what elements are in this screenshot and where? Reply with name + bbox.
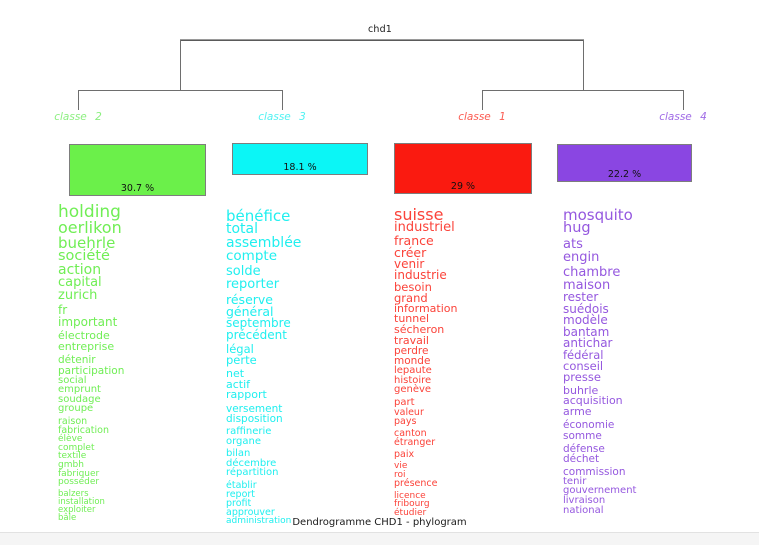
word-item: décembre — [226, 457, 277, 469]
word-item: lepaute — [394, 365, 432, 377]
word-item: travail — [394, 333, 429, 347]
class-label-classe-4: classe 4 — [659, 111, 707, 123]
word-item: rester — [563, 290, 599, 305]
tree-branch-line — [180, 39, 584, 41]
word-item: modèle — [563, 313, 608, 328]
word-item: suédois — [563, 301, 609, 316]
word-item: participation — [58, 364, 125, 377]
class-box-classe-4 — [557, 144, 692, 182]
word-item: répartition — [226, 467, 279, 479]
word-item: fédéral — [563, 347, 604, 362]
word-item: groupe — [58, 403, 94, 415]
word-item: entreprise — [58, 339, 115, 353]
word-item: gouvernement — [563, 485, 637, 497]
word-item: industrie — [394, 268, 447, 283]
word-item: livraison — [563, 495, 606, 507]
word-item: commission — [563, 465, 626, 478]
word-item: administration — [226, 516, 292, 527]
word-item: grand — [394, 290, 428, 305]
word-item: genève — [394, 384, 432, 396]
word-item: total — [226, 221, 259, 238]
word-item: versement — [226, 402, 283, 415]
word-item: engin — [563, 249, 600, 265]
word-item: pays — [394, 415, 417, 427]
word-item: oerlikon — [58, 218, 122, 238]
word-item: étudier — [394, 507, 427, 518]
word-item: fabrication — [58, 425, 109, 437]
word-item: soudage — [58, 393, 101, 405]
word-item: déchet — [563, 452, 600, 465]
class-box-classe-3 — [232, 143, 368, 175]
word-item: disposition — [226, 412, 283, 425]
word-item: buhrle — [563, 383, 599, 397]
word-item: canton — [394, 427, 427, 439]
word-item: conseil — [563, 358, 604, 373]
class-label-classe-1: classe 1 — [458, 111, 506, 123]
word-item: vie — [394, 461, 408, 472]
word-item: maison — [563, 277, 611, 293]
word-item: presse — [563, 369, 601, 384]
word-item: net — [226, 367, 245, 381]
word-item: arme — [563, 404, 592, 418]
class-box-classe-2 — [69, 144, 206, 196]
word-item: holding — [58, 202, 121, 222]
word-item: complet — [58, 442, 95, 453]
word-item: raison — [58, 416, 88, 427]
word-item: bénéfice — [226, 207, 291, 225]
word-item: économie — [563, 419, 615, 432]
word-item: action — [58, 261, 102, 278]
word-item: compte — [226, 248, 278, 265]
word-item: acquisition — [563, 394, 623, 408]
word-item: industriel — [394, 220, 455, 236]
word-item: perte — [226, 353, 257, 368]
word-item: électrode — [58, 329, 110, 343]
tree-branch-line — [180, 40, 181, 90]
word-item: assemblée — [226, 234, 302, 251]
word-list-classe-4 — [563, 208, 733, 518]
word-item: zurich — [58, 287, 98, 303]
word-item: tunnel — [394, 312, 430, 326]
word-item: bilan — [226, 448, 251, 460]
word-item: créer — [394, 244, 427, 260]
tree-branch-line — [482, 90, 684, 91]
tree-branch-line — [78, 90, 283, 91]
percent-label: 22.2 % — [607, 169, 642, 180]
word-item: société — [58, 248, 110, 265]
word-item: solde — [226, 264, 261, 280]
word-item: paix — [394, 449, 415, 461]
tree-root-label: chd1 — [367, 24, 393, 35]
word-item: buehrle — [58, 233, 116, 252]
word-item: fabriquer — [58, 468, 100, 479]
bottom-strip — [0, 532, 759, 545]
word-item: légal — [226, 342, 254, 357]
word-item: part — [394, 397, 415, 409]
word-item: étranger — [394, 436, 436, 448]
word-item: exploiter — [58, 505, 96, 516]
word-item: réserve — [226, 292, 273, 308]
word-item: rapport — [226, 388, 267, 402]
word-item: raffinerie — [226, 426, 272, 438]
word-item: social — [58, 374, 87, 386]
word-item: présence — [394, 478, 438, 490]
word-item: balzers — [58, 488, 89, 499]
class-label-classe-2: classe 2 — [54, 111, 102, 123]
word-item: installation — [58, 497, 105, 508]
tree-branch-line — [683, 90, 684, 110]
word-item: tenir — [563, 475, 587, 487]
word-item: histoire — [394, 374, 432, 386]
word-item: bantam — [563, 324, 610, 339]
class-box-classe-1 — [394, 143, 532, 194]
word-item: textile — [58, 451, 87, 462]
word-item: fr — [58, 303, 68, 318]
word-list-classe-2 — [58, 202, 223, 524]
word-item: licence — [394, 490, 426, 501]
word-item: actif — [226, 377, 251, 391]
word-item: valeur — [394, 406, 424, 418]
word-item: sécheron — [394, 323, 445, 337]
word-item: capital — [58, 275, 102, 291]
word-item: général — [226, 304, 274, 320]
word-item: reporter — [226, 276, 280, 292]
tree-branch-line — [482, 90, 483, 110]
word-item: report — [226, 489, 256, 501]
word-item: défense — [563, 442, 605, 455]
tree-branch-line — [78, 90, 79, 110]
word-list-classe-1 — [394, 207, 554, 518]
word-item: septembre — [226, 316, 291, 331]
word-item: information — [394, 301, 458, 315]
class-label-classe-3: classe 3 — [258, 111, 306, 123]
word-item: perdre — [394, 345, 429, 358]
word-item: détenir — [58, 354, 96, 367]
word-item: national — [563, 504, 604, 516]
word-item: emprunt — [58, 384, 101, 396]
word-item: mosquito — [563, 206, 633, 224]
tree-branch-line — [583, 40, 584, 90]
word-item: précédent — [226, 327, 287, 342]
word-item: ats — [563, 237, 583, 253]
word-item: france — [394, 232, 434, 248]
word-item: roi — [394, 469, 406, 480]
tree-branch-line — [282, 90, 283, 110]
word-item: profit — [226, 498, 252, 510]
percent-label: 18.1 % — [283, 162, 317, 173]
word-list-classe-3 — [226, 207, 388, 527]
word-item: gmbh — [58, 460, 84, 471]
word-item: établir — [226, 480, 257, 492]
word-item: suisse — [394, 205, 444, 224]
word-item: important — [58, 314, 118, 329]
word-item: hug — [563, 220, 591, 237]
word-item: organe — [226, 435, 262, 447]
word-item: posséder — [58, 477, 100, 488]
word-item: somme — [563, 429, 602, 442]
word-item: bâle — [58, 513, 77, 524]
percent-label: 29 % — [450, 181, 476, 192]
plot-caption: Dendrogramme CHD1 - phylogram — [292, 517, 467, 528]
word-item: approuver — [226, 507, 275, 519]
word-item: chambre — [563, 265, 621, 281]
word-item: fribourg — [394, 499, 430, 510]
word-item: besoin — [394, 279, 432, 294]
word-item: monde — [394, 355, 431, 368]
word-item: antichar — [563, 336, 613, 351]
word-item: élève — [58, 434, 83, 445]
percent-label: 30.7 % — [120, 183, 155, 194]
word-item: venir — [394, 256, 425, 271]
